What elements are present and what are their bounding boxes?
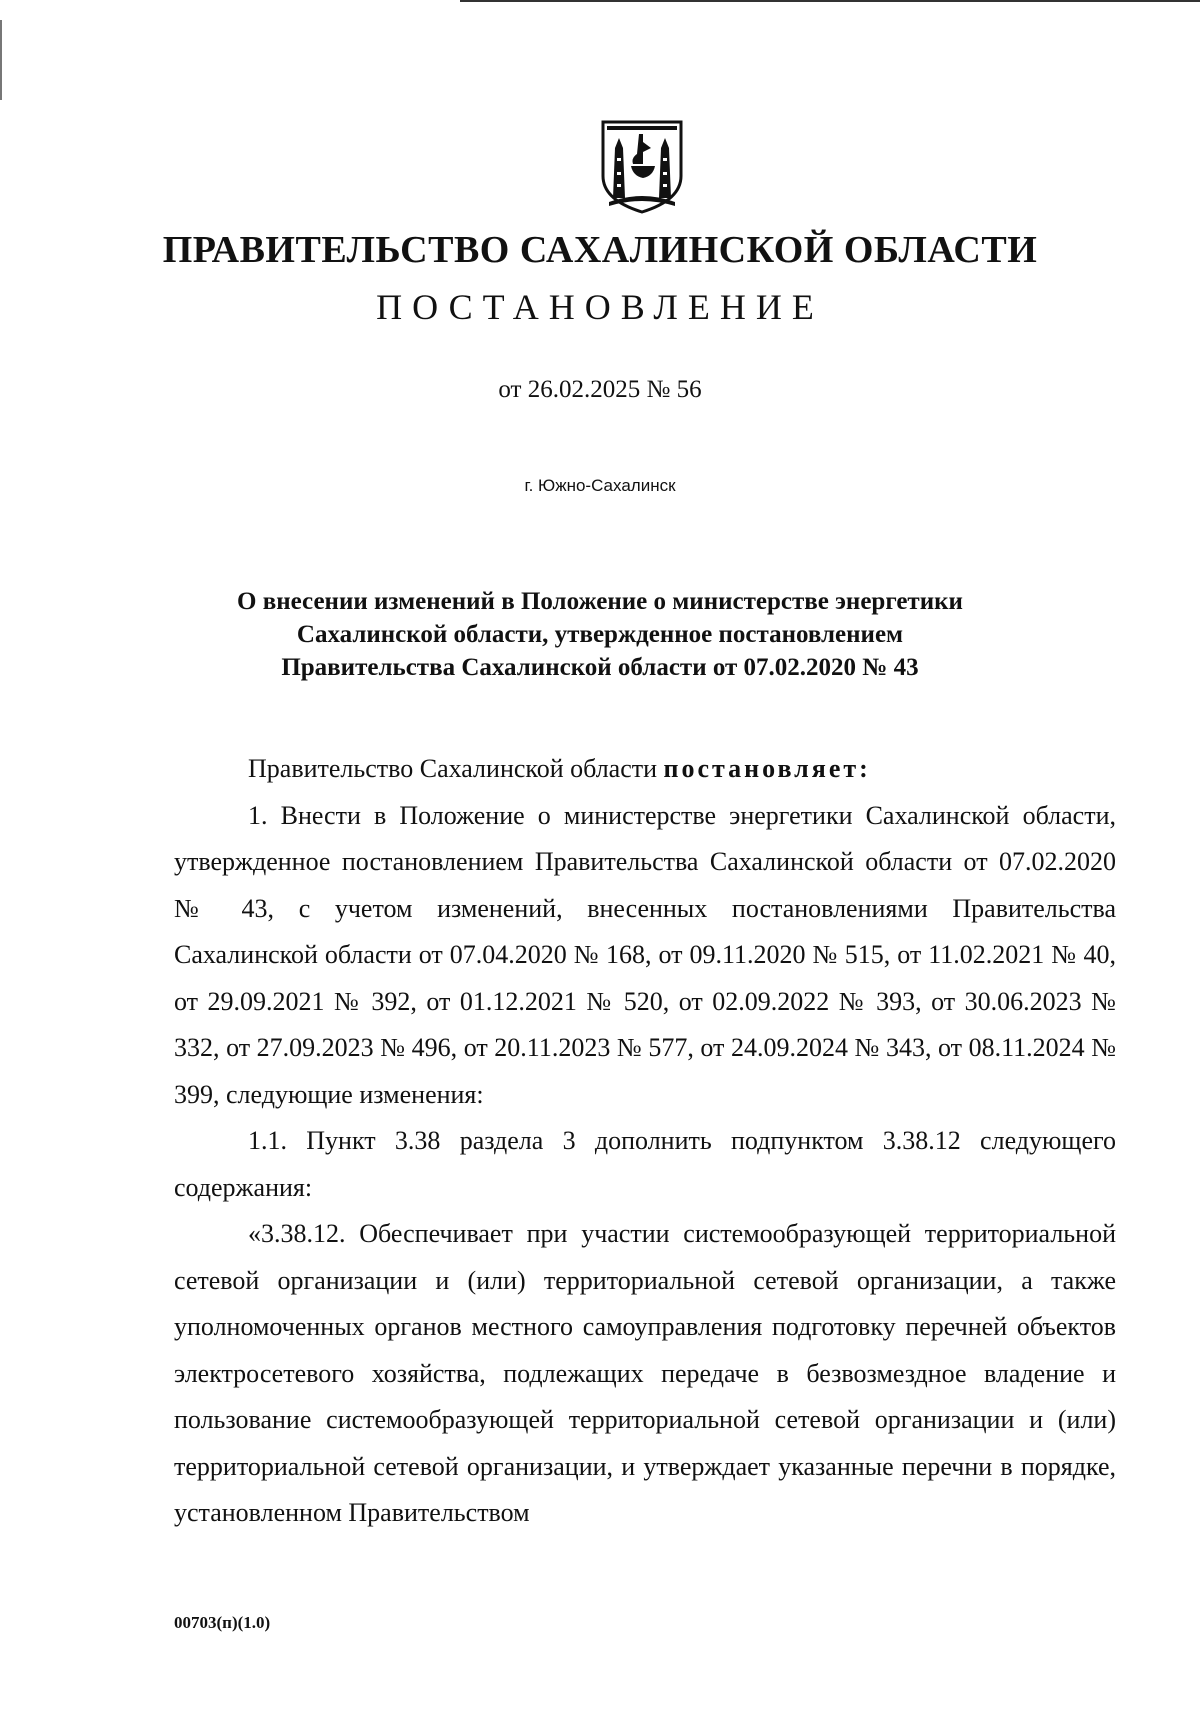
- body-paragraph-2: 1.1. Пункт 3.38 раздела 3 дополнить подпунктом 3.38.12 следующего содержания:: [174, 1126, 1116, 1202]
- document-date-number: от 26.02.2025 № 56: [498, 376, 702, 403]
- organization-title: ПРАВИТЕЛЬСТВО САХАЛИНСКОЙ ОБЛАСТИ: [162, 229, 1038, 271]
- document-type: ПОСТАНОВЛЕНИЕ: [376, 287, 824, 327]
- intro-paragraph: [174, 746, 1116, 793]
- resolution-keyword: постановляет:: [663, 754, 871, 783]
- subject-line: Сахалинской области, утвержденное постановлением: [296, 621, 904, 648]
- document-body: [174, 746, 1116, 1537]
- scan-left-edge-mark: [0, 20, 2, 100]
- scan-top-rule: [460, 0, 1200, 2]
- body-paragraph-1: 1. Внести в Положение о министерстве энергетики Сахалинской области, утвержденное постановлением Правительства Сахалинской области от 07.02.2020 № 43, с учетом изменений, внесенных постановлениями Правительства Сахалинской области от 07.04.2020 № 168, от 09.11.2020 № 515, от 11.02.2021 № 40, от 29.09.2021 № 392, от 01.12.2021 № 520, от 02.09.2022 № 393, от 30.06.2023 № 332, от 27.09.2023 № 496, от 20.11.2023 № 577, от 24.09.2024 № 343, от 08.11.2024 № 399, следующие изменения:: [174, 800, 1116, 1109]
- form-code: 00703(п)(1.0): [174, 1613, 271, 1632]
- subject-line: Правительства Сахалинской области от 07.02.2020 № 43: [281, 654, 919, 681]
- document-subject: [150, 585, 1050, 684]
- body-paragraph-3: «3.38.12. Обеспечивает при участии системообразующей территориальной сетевой организации и (или) территориальной сетевой организации, а также уполномоченных органов местного самоуправления подготовку перечней объектов электросетевого хозяйства, подлежащих передаче в безвозмездное владение и пользование системообразующей территориальной сетевой организации и (или) территориальной сетевой организации, и утверждает указанные перечни в порядке, установленном Правительством: [174, 1219, 1116, 1527]
- document-city: г. Южно-Сахалинск: [524, 476, 676, 495]
- subject-line: О внесении изменений в Положение о министерстве энергетики: [237, 588, 963, 615]
- intro-text: Правительство Сахалинской области: [248, 754, 664, 783]
- sakhalin-coat-of-arms-icon: [597, 118, 687, 214]
